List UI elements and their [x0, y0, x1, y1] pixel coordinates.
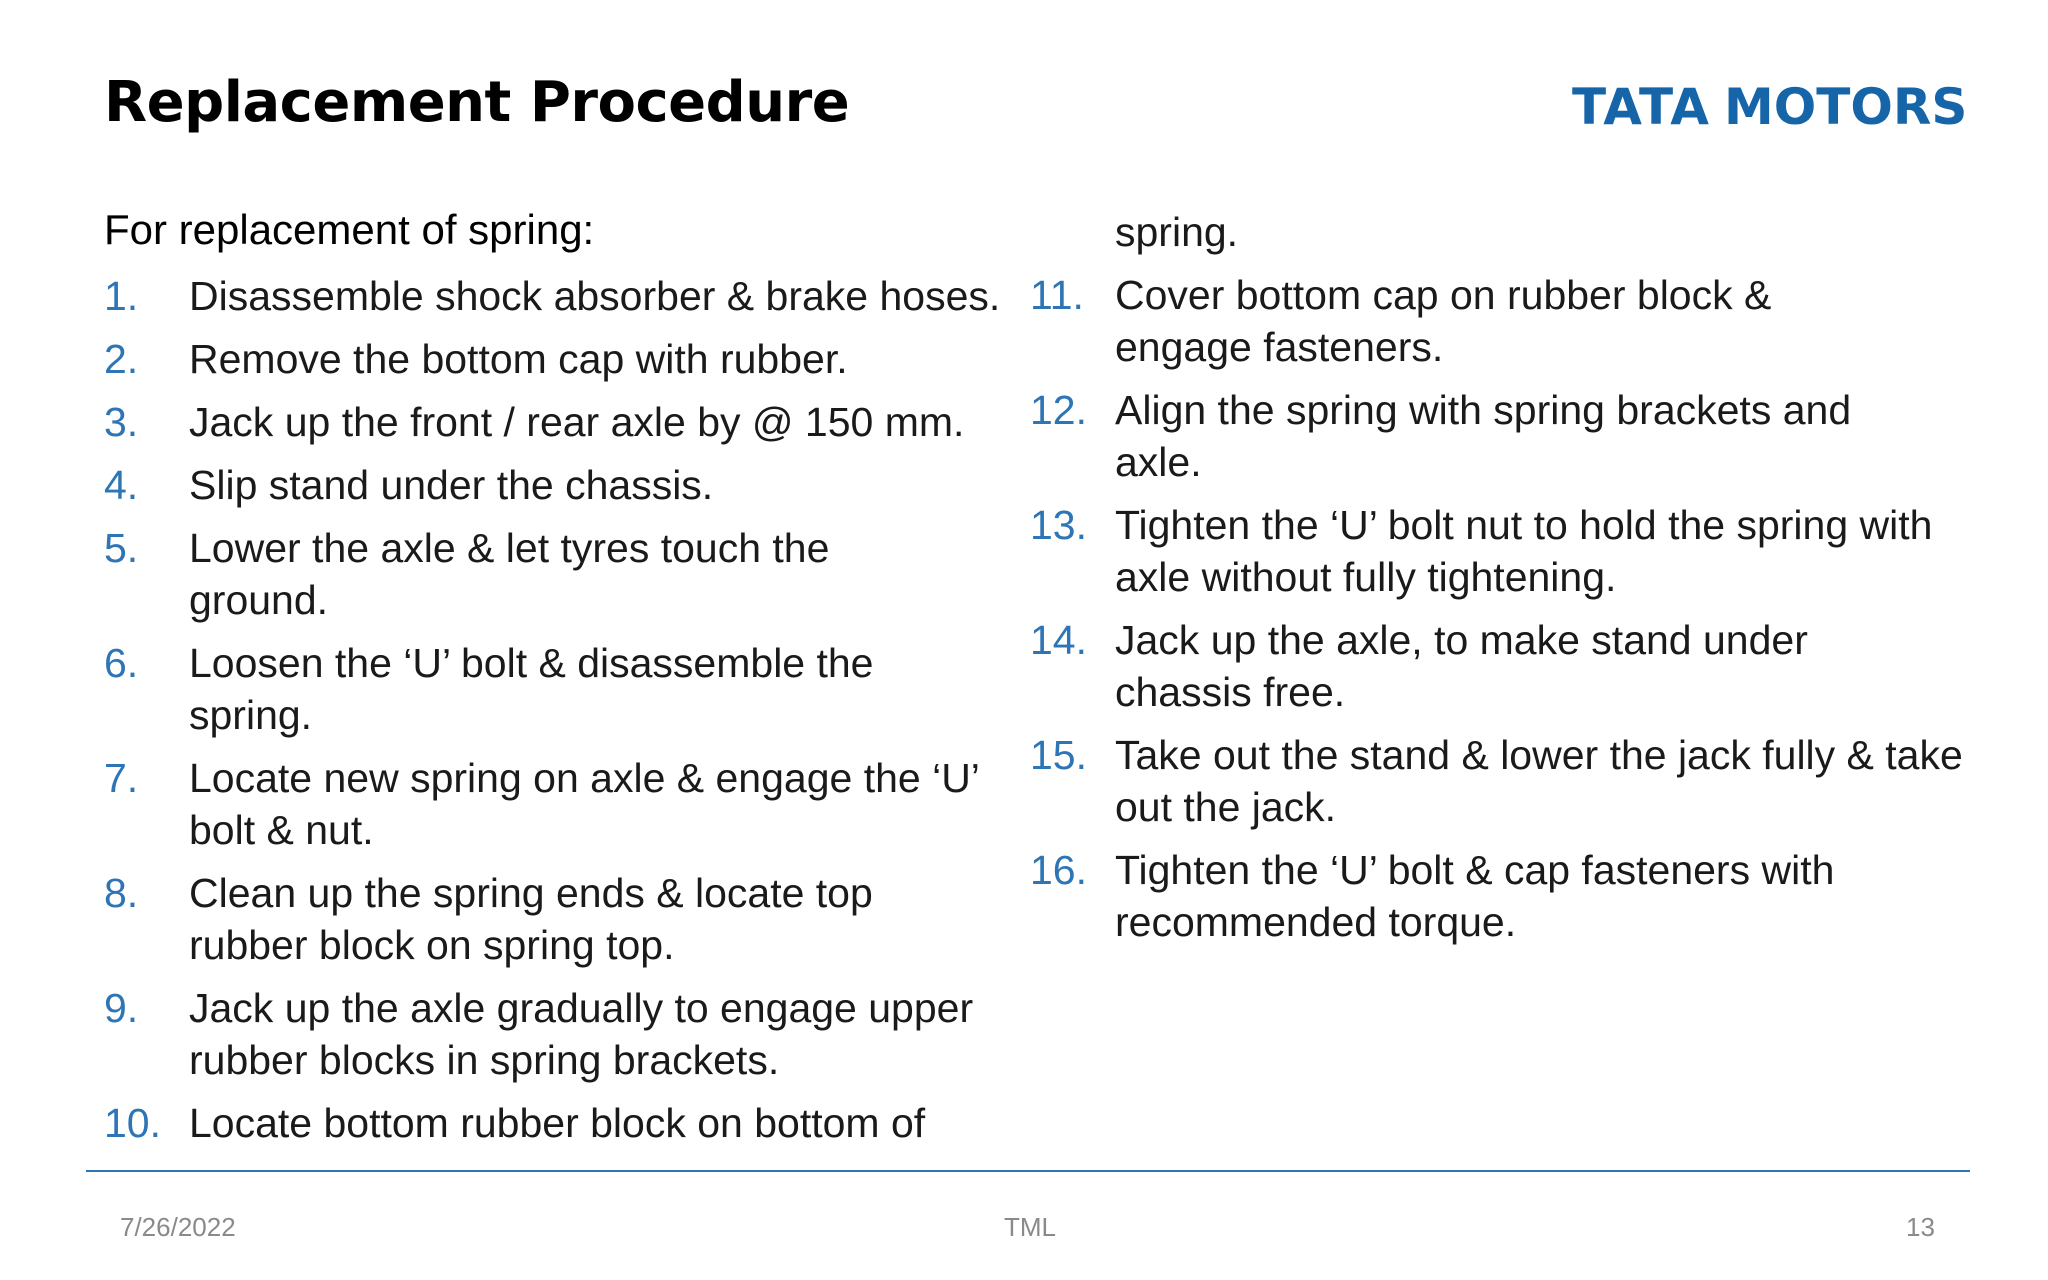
- step-text: Remove the bottom cap with rubber.: [189, 336, 848, 382]
- step-number: 1.: [104, 273, 139, 319]
- steps-column-right: [1030, 206, 1990, 959]
- step-text: Tighten the ‘U’ bolt & cap fasteners with recommended torque.: [1115, 847, 1835, 945]
- step-text: Loosen the ‘U’ bolt & disassemble the spring.: [189, 640, 874, 738]
- step-text: Align the spring with spring brackets and axle.: [1115, 387, 1852, 485]
- page-number: 13: [1906, 1212, 1935, 1242]
- step-text: Slip stand under the chassis.: [189, 462, 714, 508]
- step-text: Disassemble shock absorber & brake hoses.: [189, 273, 1001, 319]
- step-10-continuation: spring.: [1115, 209, 1239, 255]
- step-number: 4.: [104, 462, 139, 508]
- list-item: [1030, 499, 1990, 603]
- list-item: [1030, 384, 1990, 488]
- list-item: [1030, 269, 1990, 373]
- list-item: [1030, 614, 1990, 718]
- step-number: 16.: [1030, 847, 1087, 893]
- list-item: [104, 637, 1034, 741]
- list-item: [104, 333, 1034, 385]
- step-number: 12.: [1030, 387, 1087, 433]
- list-item: [104, 982, 1034, 1086]
- step-text: Jack up the axle, to make stand under chassis free.: [1115, 617, 1808, 715]
- step-number: 13.: [1030, 502, 1087, 548]
- tata-motors-logo: [1572, 78, 1967, 136]
- step-text: Cover bottom cap on rubber block & engage fasteners.: [1115, 272, 1772, 370]
- step-number: 10.: [104, 1100, 161, 1146]
- step-number: 3.: [104, 399, 139, 445]
- step-text: Jack up the front / rear axle by @ 150 mm.: [189, 399, 965, 445]
- step-text: Locate bottom rubber block on bottom of: [189, 1100, 926, 1146]
- list-item: [104, 752, 1034, 856]
- step-number: 15.: [1030, 732, 1087, 778]
- step-number: 9.: [104, 985, 139, 1031]
- step-text: Jack up the axle gradually to engage upper rubber blocks in spring brackets.: [189, 985, 974, 1083]
- section-subheading: For replacement of spring:: [104, 206, 595, 253]
- list-item: [104, 270, 1034, 322]
- steps-column-left: [104, 270, 1034, 1160]
- step-number: 8.: [104, 870, 139, 916]
- step-text: Tighten the ‘U’ bolt nut to hold the spring with axle without fully tightening.: [1115, 502, 1933, 600]
- list-item: [104, 522, 1034, 626]
- step-number: 2.: [104, 336, 139, 382]
- logo-word-tata: TATA: [1572, 78, 1710, 136]
- list-item: [1030, 844, 1990, 948]
- logo-word-motors: MOTORS: [1723, 78, 1968, 136]
- step-number: 7.: [104, 755, 139, 801]
- step-text: Clean up the spring ends & locate top rubber block on spring top.: [189, 870, 873, 968]
- step-text: Take out the stand & lower the jack fully & take out the jack.: [1115, 732, 1963, 830]
- step-text: Locate new spring on axle & engage the ‘U’ bolt & nut.: [189, 755, 979, 853]
- list-item: [104, 459, 1034, 511]
- list-item: [1030, 729, 1990, 833]
- list-item: [104, 396, 1034, 448]
- page-title: Replacement Procedure: [104, 70, 850, 135]
- step-number: 5.: [104, 525, 139, 571]
- footer-label: TML: [1004, 1212, 1056, 1242]
- list-item: [104, 1097, 1034, 1149]
- footer-date: 7/26/2022: [120, 1212, 236, 1242]
- step-number: 11.: [1030, 272, 1084, 318]
- list-item: [104, 867, 1034, 971]
- step-text: Lower the axle & let tyres touch the ground.: [189, 525, 830, 623]
- step-number: 6.: [104, 640, 139, 686]
- footer-divider: [86, 1170, 1970, 1172]
- step-number: 14.: [1030, 617, 1087, 663]
